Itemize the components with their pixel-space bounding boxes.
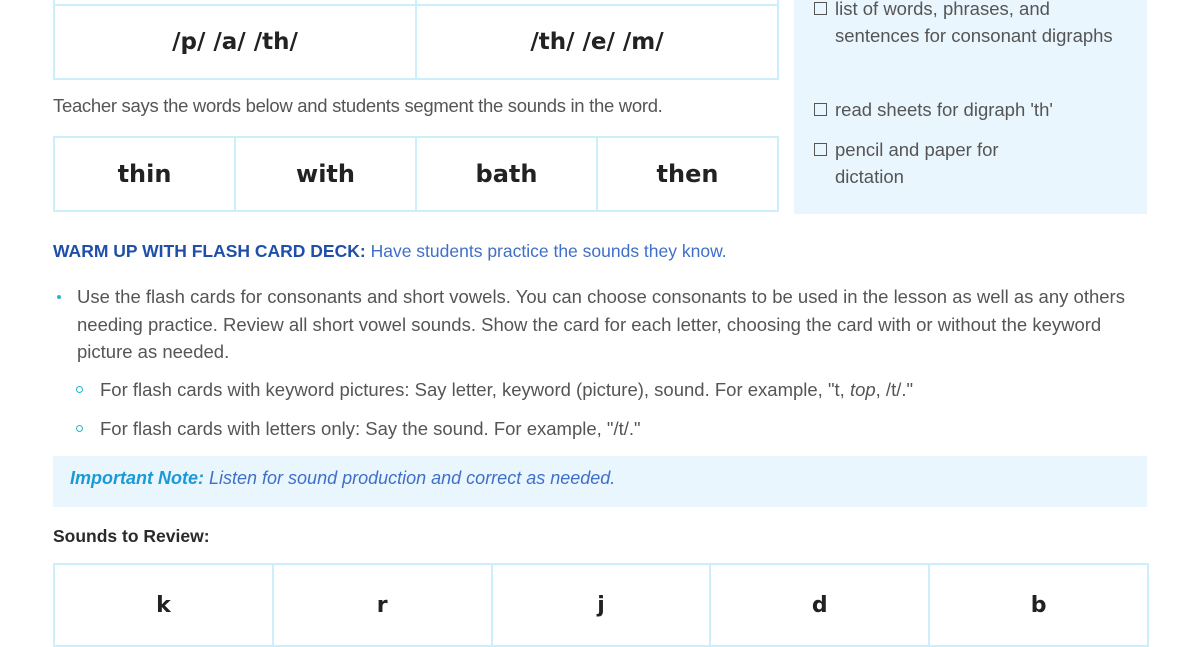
checkbox-icon[interactable] (814, 103, 827, 116)
note-text: Listen for sound production and correct as needed. (204, 468, 616, 488)
materials-panel (794, 0, 1147, 214)
warm-up-text: Have students practice the sounds they know. (365, 241, 727, 261)
sounds-title: Sounds to Review: (53, 526, 210, 546)
intro-text: Teacher says the words below and students segment the sounds in the word. (53, 95, 663, 116)
checkbox-icon[interactable] (814, 143, 827, 156)
warm-up-heading (53, 241, 727, 262)
segment-cell: /th/ /e/ /m/ (416, 5, 778, 79)
bullet-main: Use the flash cards for consonants and short vowels. You can choose consonants to be used in the lesson as well as any others needing practice. Review all short vowel sounds. Show the card for each letter, choosing the card with or without the keyword picture as needed. (77, 286, 1125, 362)
word-cell: with (235, 137, 416, 211)
sub-bullet-icon (76, 425, 83, 432)
bullet-icon (57, 295, 61, 299)
sub-bullet: For flash cards with keyword pictures: Say letter, keyword (picture), sound. For example, "t, top, /t/." (100, 379, 914, 400)
checkbox-icon[interactable] (814, 2, 827, 15)
segment-table (53, 0, 779, 80)
sound-cell: j (492, 564, 711, 646)
sub-bullet-icon (76, 386, 83, 393)
materials-item[interactable]: list of words, phrases, and sentences for consonant digraphs (814, 0, 1115, 49)
words-table (53, 136, 779, 212)
warm-up-label: WARM UP WITH FLASH CARD DECK: (53, 241, 366, 261)
materials-item[interactable]: pencil and paper for dictation (814, 136, 1055, 190)
word-cell: then (597, 137, 778, 211)
sound-cell: r (273, 564, 492, 646)
note-label: Important Note: (70, 468, 204, 488)
sound-cell: k (54, 564, 273, 646)
sound-cell: d (710, 564, 929, 646)
word-cell: thin (54, 137, 235, 211)
important-note (53, 456, 1147, 507)
materials-item[interactable]: read sheets for digraph 'th' (814, 96, 1053, 123)
sub-bullet: For flash cards with letters only: Say the sound. For example, "/t/." (100, 418, 641, 439)
sounds-table (53, 563, 1149, 647)
sound-cell: b (929, 564, 1148, 646)
segment-cell: /p/ /a/ /th/ (54, 5, 416, 79)
word-cell: bath (416, 137, 597, 211)
